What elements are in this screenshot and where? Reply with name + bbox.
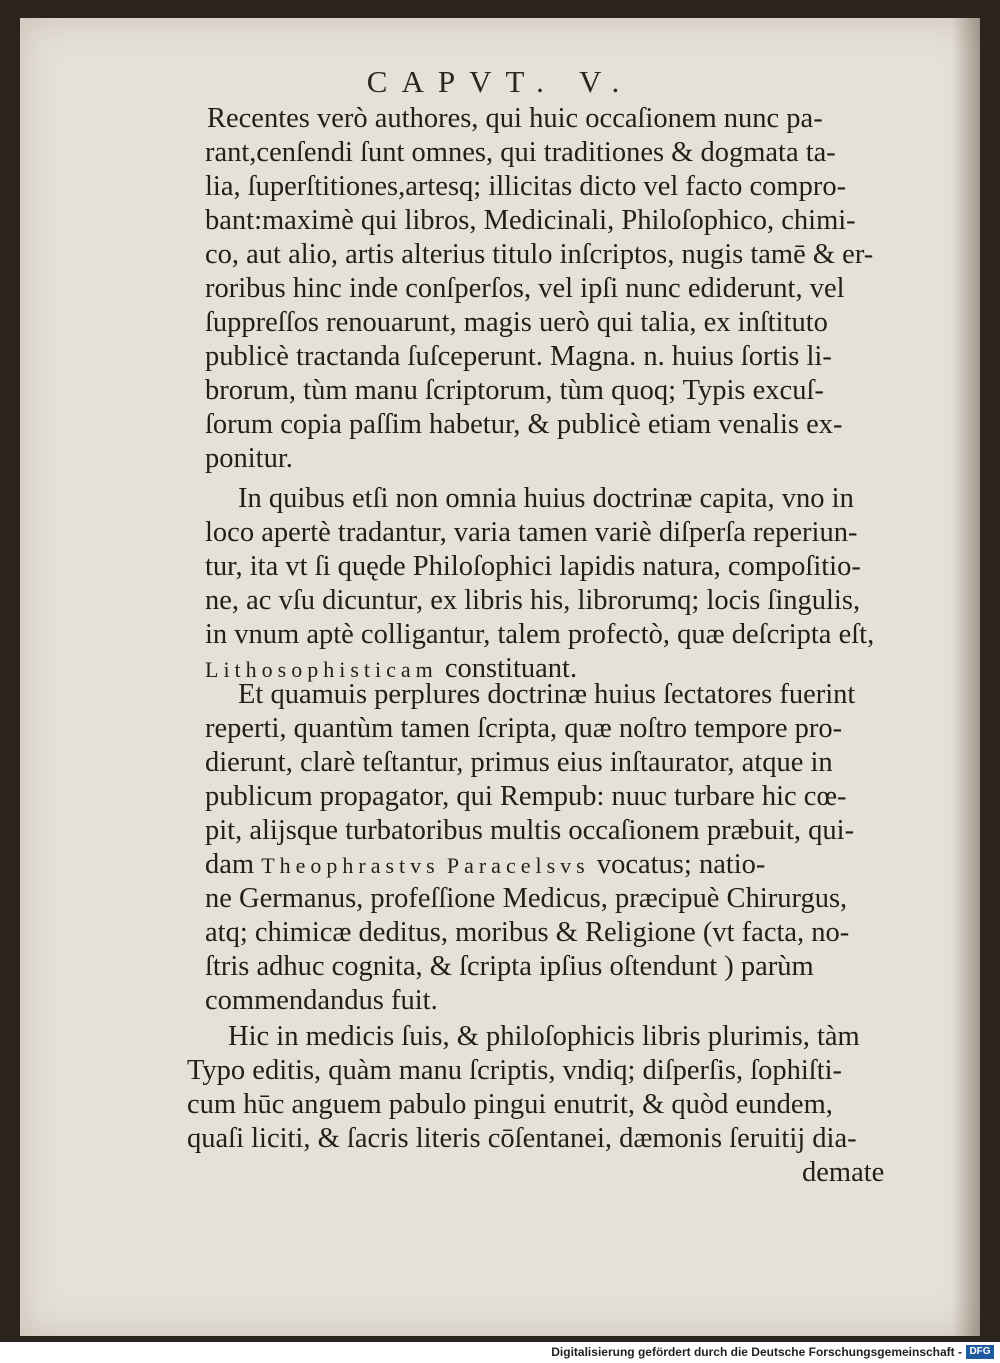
catchword: demate: [802, 1157, 885, 1188]
chapter-heading: CAPVT. V.: [366, 64, 634, 99]
footer-bar: [0, 1342, 1000, 1363]
text-line: publicum propagator, qui Rempub: nuuc turbare hic cœ-: [205, 781, 847, 812]
text-line: ponitur.: [205, 443, 293, 474]
text-line: atq; chimicæ deditus, moribus & Religione (vt facta, no-: [205, 917, 850, 948]
text-line: cum hūc anguem pabulo pingui enutrit, & quòd eundem,: [187, 1089, 833, 1120]
text-line: dierunt, clarè teſtantur, primus eius inſtaurator, atque in: [205, 747, 833, 778]
lithosophistica-word: Lithosophisticam: [205, 657, 438, 682]
text-line: loco apertè tradantur, varia tamen variè diſperſa reperiun-: [205, 517, 858, 548]
text-line: ne Germanus, profeſſione Medicus, præcipuè Chirurgus,: [205, 883, 848, 914]
text-line: tur, ita vt ſi quęde Philoſophici lapidis natura, compoſitio-: [205, 551, 861, 582]
text-line: Hic in medicis ſuis, & philoſophicis libris plurimis, tàm: [228, 1021, 860, 1052]
text-line: quaſi liciti, & ſacris literis cōſentanei, dæmonis ſeruitij dia-: [187, 1123, 857, 1154]
text-line: ne, ac vſu dicuntur, ex libris his, librorumq; locis ſingulis,: [205, 585, 861, 616]
dfg-logo[interactable]: DFG: [966, 1345, 994, 1359]
text-line: roribus hinc inde conſperſos, vel ipſi nunc ediderunt, vel: [205, 273, 845, 304]
text-fragment: dam: [205, 849, 255, 880]
footer-credit: Digitalisierung gefördert durch die Deutsche Forschungsgemeinschaft -: [551, 1345, 962, 1359]
text-line: [0, 848, 1000, 883]
theophrastus-name: Theophrastvs: [261, 853, 440, 878]
text-line: pit, alijsque turbatoribus multis occaſionem præbuit, qui-: [205, 815, 855, 846]
text-line: reperti, quantùm tamen ſcripta, quæ noſtro tempore pro-: [205, 713, 843, 744]
text-line: lia, ſuperſtitiones,artesq; illicitas dicto vel facto compro-: [205, 171, 847, 202]
text-fragment: constituant.: [444, 653, 578, 684]
text-line: in vnum aptè colligantur, talem profectò, quæ deſcripta eſt,: [205, 619, 875, 650]
text-line: Recentes verò authores, qui huic occaſionem nunc pa-: [207, 103, 823, 134]
text-line: rant,cenſendi ſunt omnes, qui traditiones & dogmata ta-: [205, 137, 836, 168]
text-line: brorum, tùm manu ſcriptorum, tùm quoq; Typis excuſ-: [205, 375, 824, 406]
text-line: ſorum copia paſſim habetur, & publicè etiam venalis ex-: [205, 409, 843, 440]
text-line: Typo editis, quàm manu ſcriptis, vndiq; diſperſis, ſophiſti-: [187, 1055, 843, 1086]
paracelsus-name: Paracelsvs: [446, 853, 590, 878]
text-line: commendandus fuit.: [205, 985, 438, 1016]
text-line: bant:maximè qui libros, Medicinali, Philoſophico, chimi-: [205, 205, 856, 236]
text-line: In quibus etſi non omnia huius doctrinæ capita, vno in: [238, 483, 854, 514]
text-line: co, aut alio, artis alterius titulo inſcriptos, nugis tamē & er-: [205, 239, 874, 270]
text-fragment: vocatus; natio-: [596, 849, 766, 880]
text-line: ſuppreſſos renouarunt, magis uerò qui talia, ex inſtituto: [205, 307, 828, 338]
text-line: publicè tractanda ſuſceperunt. Magna. n. huius ſortis li-: [205, 341, 832, 372]
text-line: ſtris adhuc cognita, & ſcripta ipſius oſtendunt ) parùm: [205, 951, 814, 982]
text-line: Et quamuis perplures doctrinæ huius ſectatores fuerint: [238, 679, 856, 710]
